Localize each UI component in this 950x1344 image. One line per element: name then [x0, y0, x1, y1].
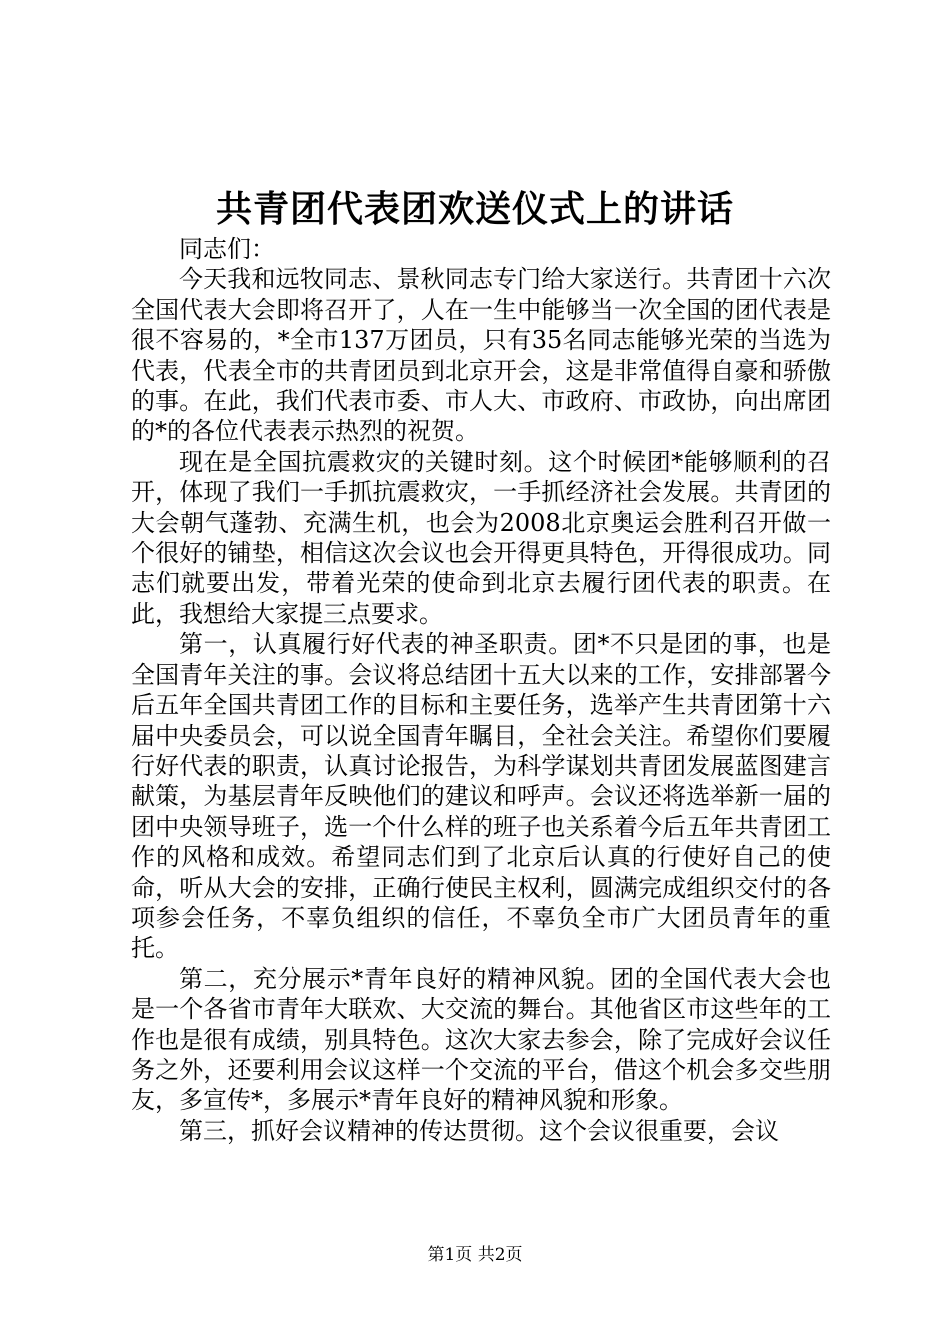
paragraph-4: 第二，充分展示*青年良好的精神风貌。团的全国代表大会也是一个各省市青年大联欢、大交流的舞台。其他省区市这些年的工作也是很有成绩，别具特色。这次大家去参会，除了完成好会议任务之外，还要利用会议这样一个交流的平台，借这个机会多交些朋友，多宣传*，多展示*青年良好的精神风貌和形象。 — [131, 964, 831, 1115]
paragraph-2: 现在是全国抗震救灾的关键时刻。这个时候团*能够顺利的召开，体现了我们一手抓抗震救灾，一手抓经济社会发展。共青团的大会朝气蓬勃、充满生机，也会为2008北京奥运会胜利召开做一个很好的铺垫，相信这次会议也会开得更具特色，开得很成功。同志们就要出发，带着光荣的使命到北京去履行团代表的职责。在此，我想给大家提三点要求。 — [131, 447, 831, 628]
paragraph-5: 第三，抓好会议精神的传达贯彻。这个会议很重要，会议 — [179, 1116, 779, 1145]
paragraph-1: 今天我和远牧同志、景秋同志专门给大家送行。共青团十六次全国代表大会即将召开了，人在一生中能够当一次全国的团代表是很不容易的，*全市137万团员，只有35名同志能够光荣的当选为代表，代表全市的共青团员到北京开会，这是非常值得自豪和骄傲的事。在此，我们代表市委、市人大、市政府、市政协，向出席团的*的各位代表表示热烈的祝贺。 — [131, 265, 831, 446]
document-body — [131, 234, 831, 1146]
page-title: 共青团代表团欢送仪式上的讲话 — [215, 188, 734, 230]
paragraph-3: 第一，认真履行好代表的神圣职责。团*不只是团的事，也是全国青年关注的事。会议将总结团十五大以来的工作，安排部署今后五年全国共青团工作的目标和主要任务，选举产生共青团第十六届中央委员会，可以说全国青年瞩目，全社会关注。希望你们要履行好代表的职责，认真讨论报告，为科学谋划共青团发展蓝图建言献策，为基层青年反映他们的建议和呼声。会议还将选举新一届的团中央领导班子，选一个什么样的班子也关系着今后五年共青团工作的风格和成效。希望同志们到了北京后认真的行使好自己的使命，听从大会的安排，正确行使民主权利，圆满完成组织交付的各项参会任务，不辜负组织的信任，不辜负全市广大团员青年的重托。 — [131, 630, 831, 963]
page-number-footer: 第1页 共2页 — [427, 1245, 523, 1265]
greeting-paragraph: 同志们： — [179, 235, 275, 263]
